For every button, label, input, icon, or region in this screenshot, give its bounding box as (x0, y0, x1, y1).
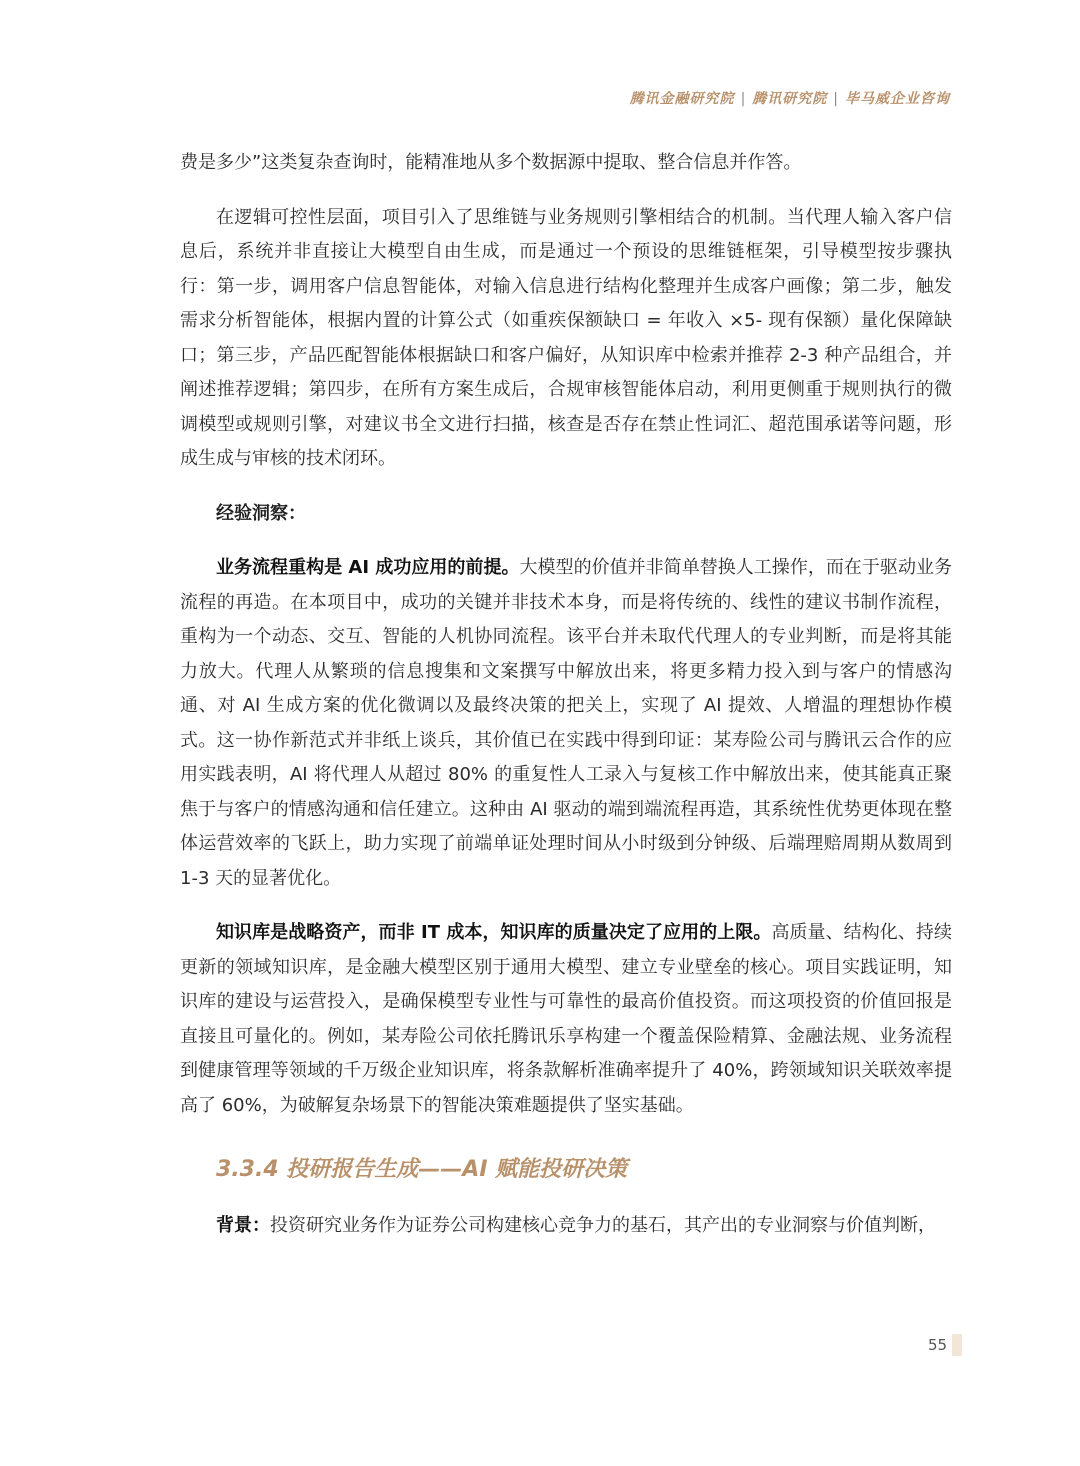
paragraph-knowledge-base (180, 916, 952, 1123)
paragraph-lead: 业务流程重构是 AI 成功应用的前提。 (216, 557, 520, 578)
header-org-tencent-finance: 腾讯金融研究院 (629, 91, 735, 107)
paragraph-lead: 知识库是战略资产，而非 IT 成本，知识库的质量决定了应用的上限。 (216, 922, 772, 943)
header-org-tencent-research: 腾讯研究院 (752, 91, 828, 107)
paragraph-body: 大模型的价值并非简单替换人工操作，而在于驱动业务流程的再造。在本项目中，成功的关键并非技术本身，而是将传统的、线性的建议书制作流程，重构为一个动态、交互、智能的人机协同流程。该平台并未取代代理人的专业判断，而是将其能力放大。代理人从繁琐的信息搜集和文案撰写中解放出来，将更多精力投入到与客户的情感沟通、对 AI 生成方案的优化微调以及最终决策的把关上，实现了 AI 提效、人增温的理想协作模式。这一协作新范式并非纸上谈兵，其价值已在实践中得到印证：某寿险公司与腾讯云合作的应用实践表明，AI 将代理人从超过 80% 的重复性人工录入与复核工作中解放出来，使其能真正聚焦于与客户的情感沟通和信任建立。这种由 AI 驱动的端到端流程再造，其系统性优势更体现在整体运营效率的飞跃上，助力实现了前端单证处理时间从小时级到分钟级、后端理赔周期从数周到 1-3 天的显著优化。 (180, 557, 952, 889)
page-number-accent (952, 1334, 962, 1356)
header-separator: | (833, 91, 839, 107)
header-org-kpmg: 毕马威企业咨询 (845, 91, 950, 107)
paragraph-background (180, 1209, 952, 1244)
paragraph-continuation: 费是多少”这类复杂查询时，能精准地从多个数据源中提取、整合信息并作答。 (180, 152, 802, 173)
page-header (630, 88, 950, 108)
paragraph-logic-control: 在逻辑可控性层面，项目引入了思维链与业务规则引擎相结合的机制。当代理人输入客户信息后，系统并非直接让大模型自由生成，而是通过一个预设的思维链框架，引导模型按步骤执行：第一步，调用客户信息智能体，对输入信息进行结构化整理并生成客户画像；第二步，触发需求分析智能体，根据内置的计算公式（如重疾保额缺口 = 年收入 ×5- 现有保额）量化保障缺口；第三步，产品匹配智能体根据缺口和客户偏好，从知识库中检索并推荐 2-3 种产品组合，并阐述推荐逻辑；第四步，在所有方案生成后，合规审核智能体启动，利用更侧重于规则执行的微调模型或规则引擎，对建议书全文进行扫描，核查是否存在禁止性词汇、超范围承诺等问题，形成生成与审核的技术闭环。 (180, 206, 952, 469)
paragraph-body: 高质量、结构化、持续更新的领域知识库，是金融大模型区别于通用大模型、建立专业壁垒的核心。项目实践证明，知识库的建设与运营投入，是确保模型专业性与可靠性的最高价值投资。而这项投资的价值回报是直接且可量化的。例如，某寿险公司依托腾讯乐享构建一个覆盖保险精算、金融法规、业务流程到健康管理等领域的千万级企业知识库，将条款解析准确率提升了 40%，跨领域知识关联效率提高了 60%，为破解复杂场景下的智能决策难题提供了坚实基础。 (180, 922, 952, 1116)
section-title: 3.3.4 投研报告生成——AI 赋能投研决策 (216, 1157, 628, 1182)
background-label: 背景： (216, 1215, 270, 1236)
header-separator: | (740, 91, 747, 107)
background-body: 投资研究业务作为证券公司构建核心竞争力的基石，其产出的专业洞察与价值判断， (270, 1215, 936, 1236)
page-body (180, 146, 952, 1244)
page-number: 55 (928, 1336, 948, 1354)
paragraph-process-reengineering (180, 551, 952, 896)
insight-heading: 经验洞察： (216, 502, 306, 524)
